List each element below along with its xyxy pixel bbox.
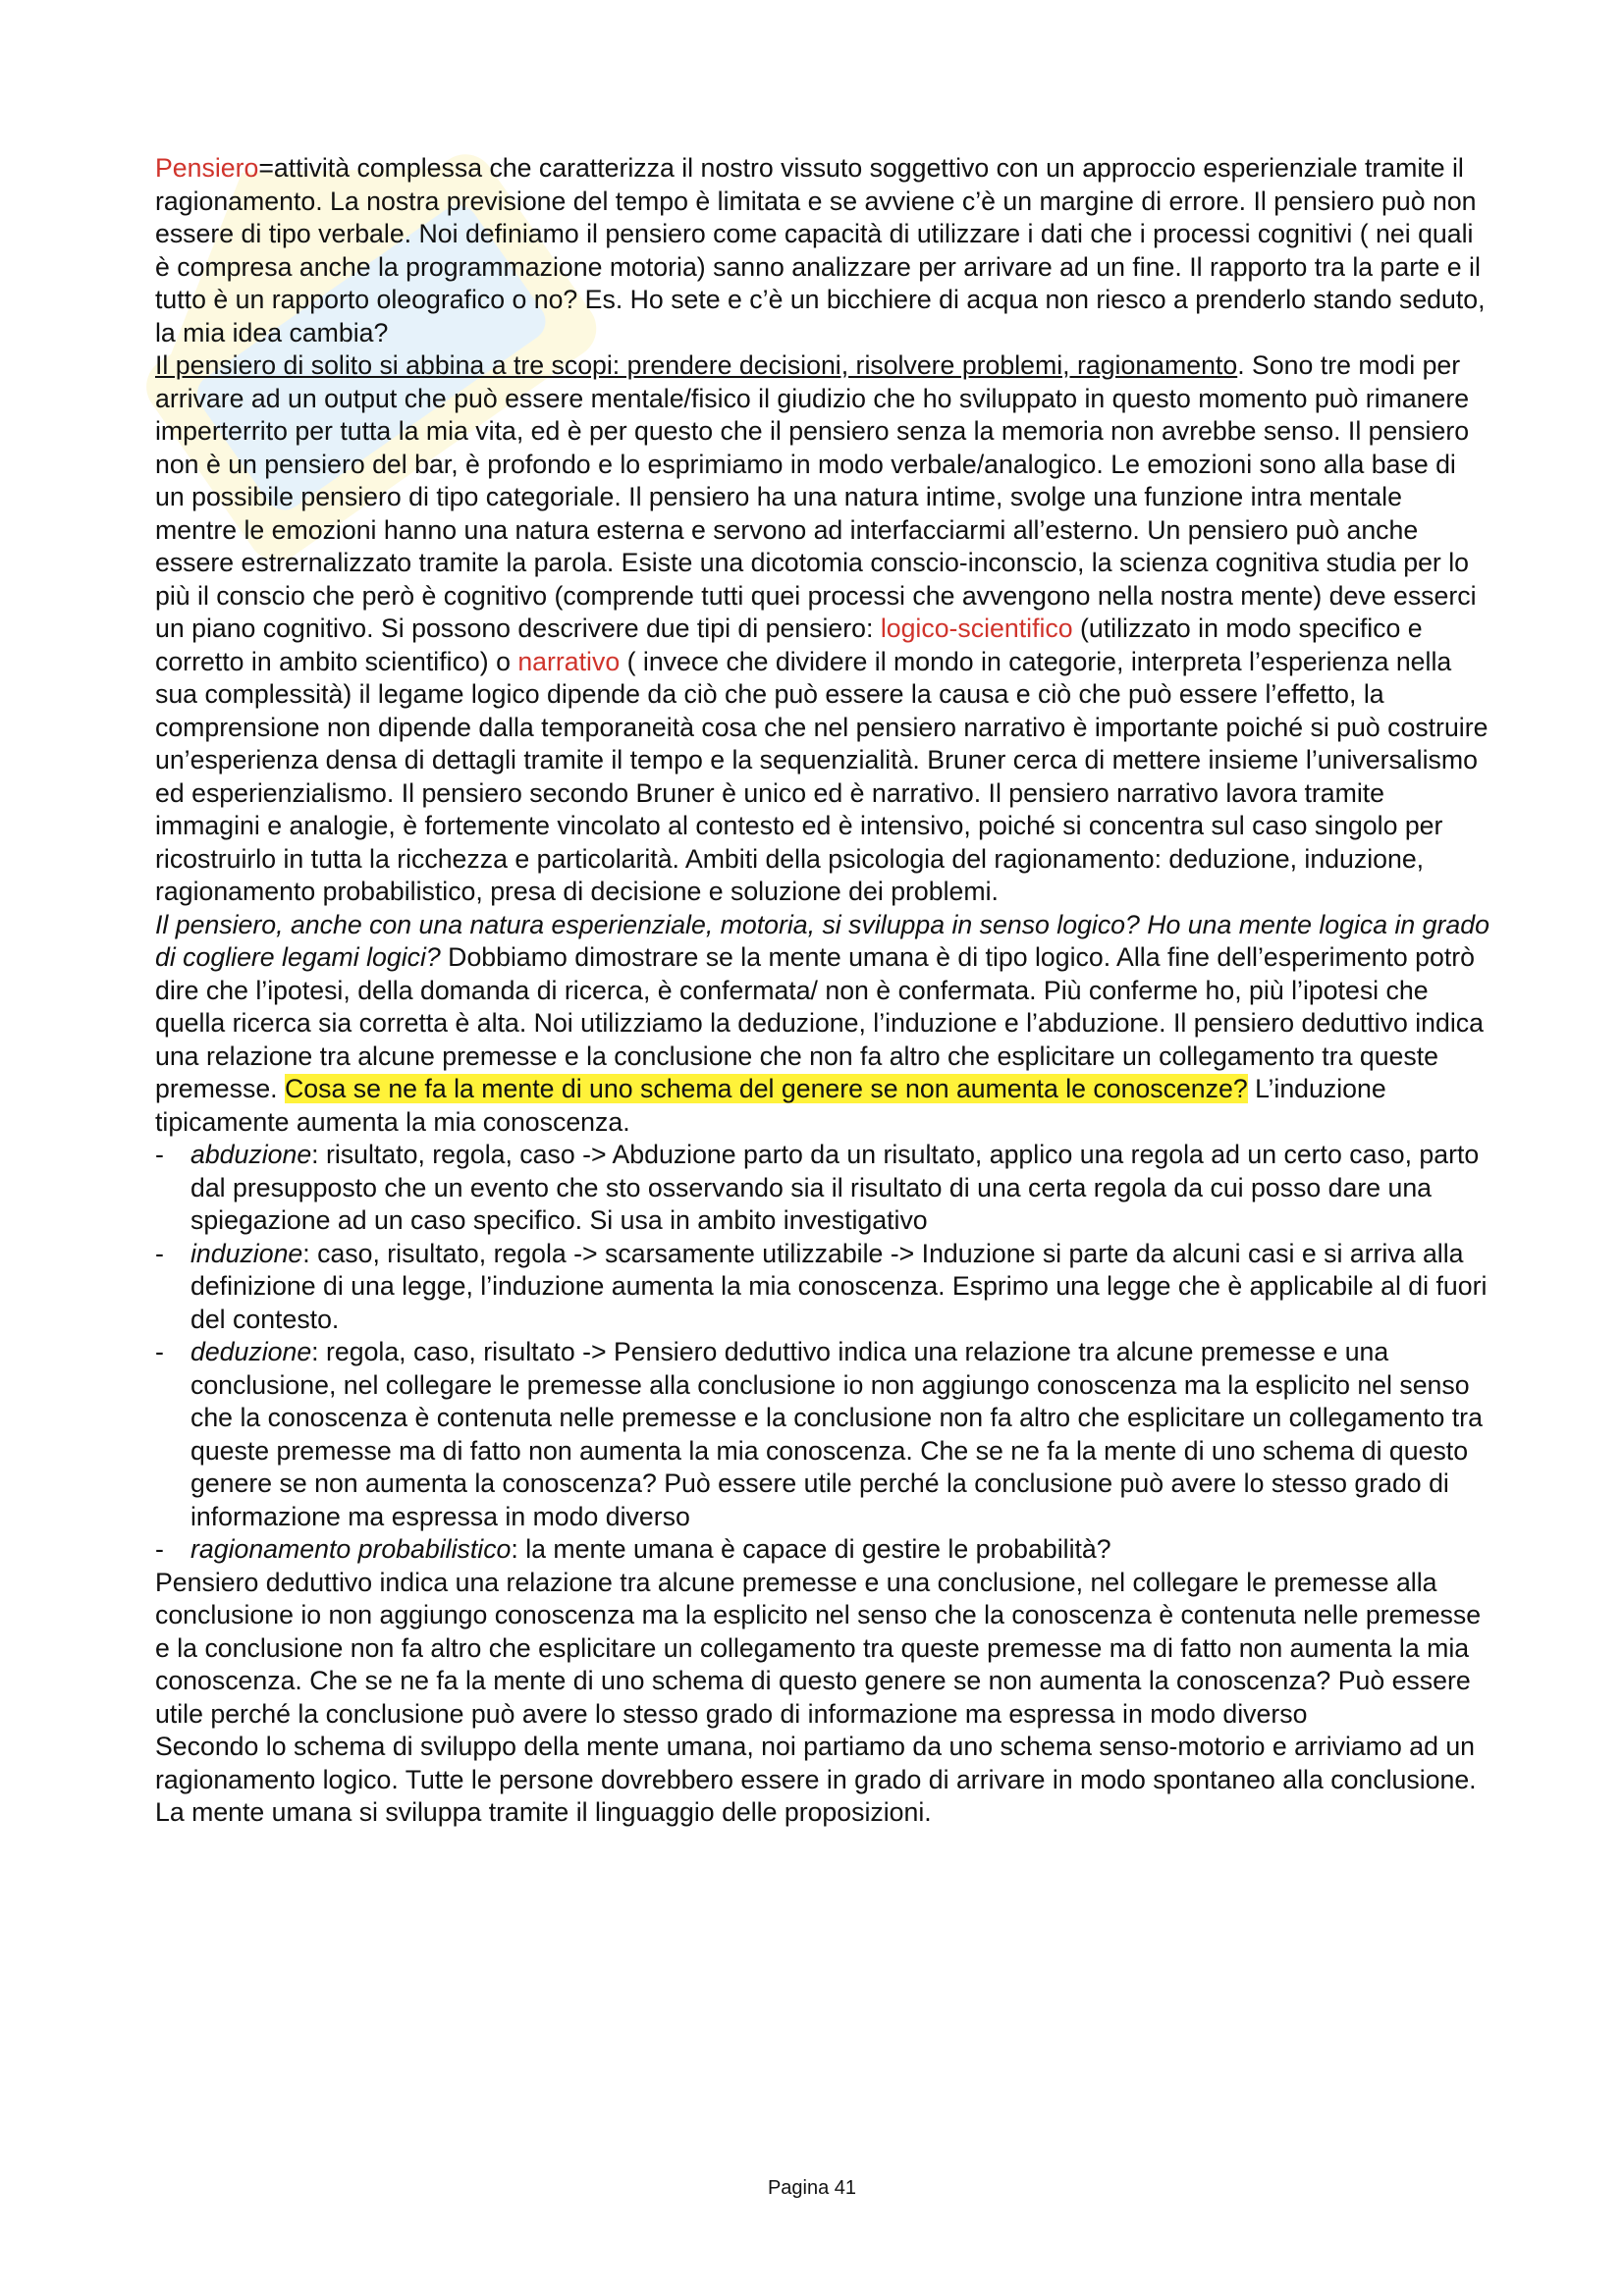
underlined-scopi: Il pensiero di solito si abbina a tre scopi: prendere decisioni, risolvere problemi, ragionamento	[155, 350, 1238, 380]
list-item-term: ragionamento probabilistico	[190, 1534, 512, 1564]
reasoning-types-list	[155, 1139, 1490, 1567]
paragraph-pensiero-definition	[155, 152, 1490, 349]
italic-question: Il pensiero, anche con una natura esperienziale, motoria, si sviluppa in senso logico? Ho una mente logica in grado di cogliere legami logici?	[155, 909, 1489, 972]
list-item-text: : regola, caso, risultato -> Pensiero deduttivo indica una relazione tra alcune premesse e una conclusione, nel collegare le premesse alla conclusione io non aggiungo conoscenza ma la esplicito nel senso che la conoscenza è contenuta nelle premesse e la conclusione non fa altro che esplicitare un collegamento tra queste premesse ma di fatto non aumenta la mia conoscenza. Che se ne fa la mente di uno schema di questo genere se non aumenta la conoscenza? Può essere utile perché la conclusione può avere lo stesso grado di informazione ma espressa in modo diverso	[190, 1337, 1483, 1531]
paragraph-text: Dobbiamo dimostrare se la mente umana è di tipo logico. Alla fine dell’esperimento potrò dire che l’ipotesi, della domanda di ricerca, è confermata/ non è confermata. Più conferme ho, più l’ipotesi che quella ricerca sia corretta è alta. Noi utilizziamo la deduzione, l’induzione e l’abduzione. Il pensiero deduttivo indica una relazione tra alcune premesse e la conclusione che non fa altro che esplicitare un collegamento tra queste premesse.	[155, 942, 1484, 1103]
list-item	[155, 1238, 1490, 1337]
paragraph-text: ( invece che dividere il mondo in categorie, interpreta l’esperienza nella sua complessità) il legame logico dipende da ciò che può essere la causa e ciò che può essere l’effetto, la comprensione non dipende dalla temporaneità cosa che nel pensiero narrativo è importante poiché si può costruire un’esperienza densa di dettagli tramite il tempo e la sequenzialità. Bruner cerca di mettere insieme l’universalismo ed esperienzialismo. Il pensiero secondo Bruner è unico ed è narrativo. Il pensiero narrativo lavora tramite immagini e analogie, è fortemente vincolato al contesto ed è intensivo, poiché si concentra sul caso singolo per ricostruirlo in tutta la ricchezza e particolarità. Ambiti della psicologia del ragionamento: deduzione, induzione, ragionamento probabilistico, presa di decisione e soluzione dei problemi.	[155, 646, 1489, 906]
page-number: Pagina 41	[767, 2177, 857, 2199]
document-body	[155, 152, 1490, 1830]
paragraph-pensiero-deduttivo: Pensiero deduttivo indica una relazione tra alcune premesse e una conclusione, nel collegare le premesse alla conclusione io non aggiungo conoscenza ma la esplicito nel senso che la conoscenza è contenuta nelle premesse e la conclusione non fa altro che esplicitare un collegamento tra queste premesse ma di fatto non aumenta la mia conoscenza. Che se ne fa la mente di uno schema di questo genere se non aumenta la conoscenza? Può essere utile perché la conclusione può avere lo stesso grado di informazione ma espressa in modo diverso	[155, 1567, 1482, 1729]
list-item-term: induzione	[190, 1238, 303, 1268]
paragraph-mente-logica	[155, 909, 1490, 1140]
list-item	[155, 1533, 1490, 1567]
list-item-text: : risultato, regola, caso -> Abduzione parto da un risultato, applico una regola ad un certo caso, parto dal presupposto che un evento che sto osservando sia il risultato di una certa regola da cui posso dare una spiegazione ad un caso specifico. Si usa in ambito investigativo	[190, 1140, 1480, 1235]
list-item-text: : caso, risultato, regola -> scarsamente utilizzabile -> Induzione si parte da alcuni casi e si arriva alla definizione di una legge, l’induzione aumenta la mia conoscenza. Esprimo una legge che è applicabile al di fuori del contesto.	[190, 1238, 1488, 1334]
list-item	[155, 1139, 1490, 1238]
paragraph-text: . Sono tre modi per arrivare ad un output che può essere mentale/fisico il giudizio che ho sviluppato in questo momento può rimanere imperterrito per tutta la mia vita, ed è per questo che il pensiero senza la memoria non avrebbe senso. Il pensiero non è un pensiero del bar, è profondo e lo esprimiamo in modo verbale/analogico. Le emozioni sono alla base di un possibile pensiero di tipo categoriale. Il pensiero ha una natura intime, svolge una funzione intra mentale mentre le emozioni hanno una natura esterna e servono ad interfacciarmi all’esterno. Un pensiero può anche essere estrernalizzato tramite la parola. Esiste una dicotomia conscio-inconscio, la scienza cognitiva studia per lo più il conscio che però è cognitivo (comprende tutti quei processi che avvengono nella nostra mente) deve esserci un piano cognitivo. Si possono descrivere due tipi di pensiero:	[155, 350, 1477, 643]
paragraph-text: L’induzione tipicamente aumenta la mia conoscenza.	[155, 1074, 1386, 1137]
list-item	[155, 1336, 1490, 1533]
paragraph-scopi	[155, 349, 1490, 909]
paragraph-sviluppo-mente: Secondo lo schema di sviluppo della mente umana, noi partiamo da uno schema senso-motorio e arriviamo ad un ragionamento logico. Tutte le persone dovrebbero essere in grado di arrivare in modo spontaneo alla conclusione. La mente umana si sviluppa tramite il linguaggio delle proposizioni.	[155, 1732, 1477, 1827]
term-narrativo: narrativo	[517, 646, 621, 676]
term-logico-scientifico: logico-scientifico	[880, 614, 1073, 643]
list-item-term: abduzione	[190, 1140, 312, 1169]
highlighted-question: Cosa se ne fa la mente di uno schema del genere se non aumenta le conoscenze?	[285, 1074, 1248, 1103]
term-pensiero: Pensiero	[155, 153, 259, 183]
list-item-term: deduzione	[190, 1337, 312, 1366]
paragraph-text: (utilizzato in modo specifico e corretto in ambito scientifico) o	[155, 614, 1423, 676]
list-item-text: : la mente umana è capace di gestire le probabilità?	[511, 1534, 1111, 1564]
paragraph-text: =attività complessa che caratterizza il nostro vissuto soggettivo con un approccio esperienziale tramite il ragionamento. La nostra previsione del tempo è limitata e se avviene c’è un margine di errore. Il pensiero può non essere di tipo verbale. Noi definiamo il pensiero come capacità di utilizzare i dati che i processi cognitivi ( nei quali è compresa anche la programmazione motoria) sanno analizzare per arrivare ad un fine. Il rapporto tra la parte e il tutto è un rapporto oleografico o no? Es. Ho sete e c’è un bicchiere di acqua non riesco a prenderlo stando seduto, la mia idea cambia?	[155, 153, 1486, 347]
